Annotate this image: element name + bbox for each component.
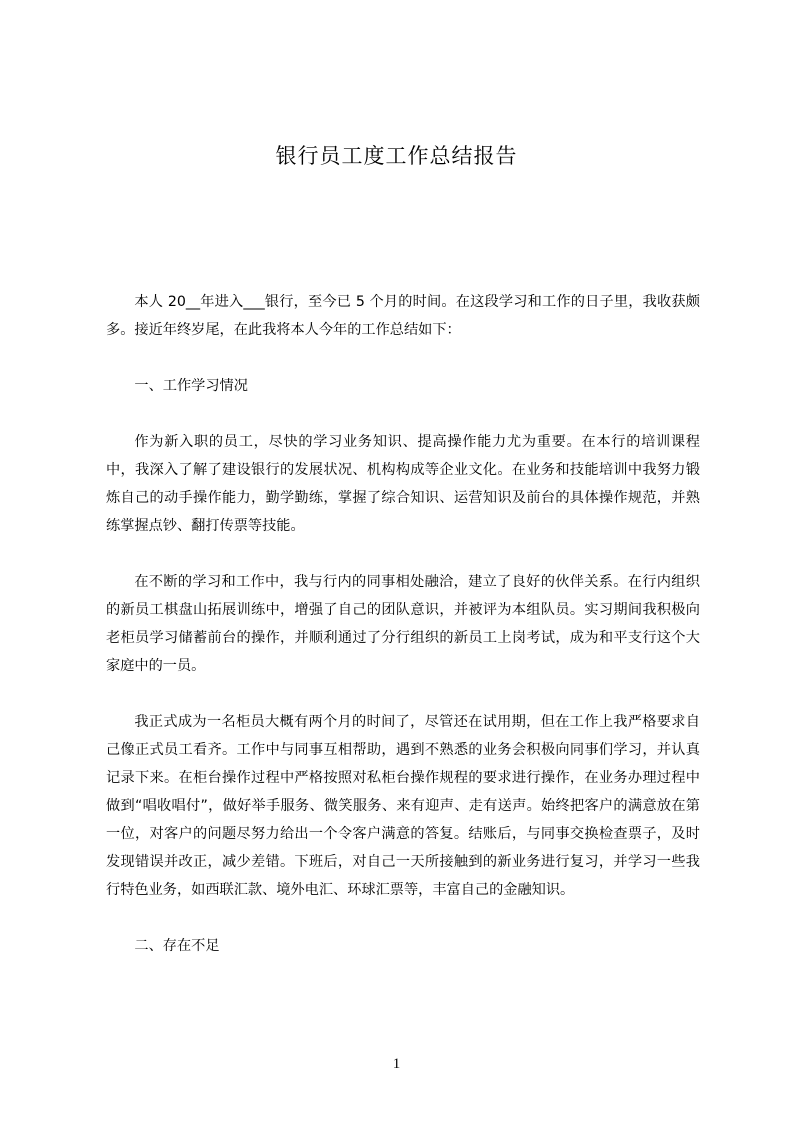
document-body bbox=[106, 288, 700, 988]
paragraph-training: 作为新入职的员工，尽快的学习业务知识、提高操作能力尤为重要。在本行的培训课程中，我深入了解了建设银行的发展状况、机构构成等企业文化。在业务和技能培训中我努力锻炼自己的动手操作能力，勤学勤练，掌握了综合知识、运营知识及前台的具体操作规范，并熟练掌握点钞、翻打传票等技能。 bbox=[106, 434, 700, 534]
section-heading-work-study: 一、工作学习情况 bbox=[134, 378, 248, 394]
paragraph-colleagues: 在不断的学习和工作中，我与行内的同事相处融洽，建立了良好的伙伴关系。在行内组织的新员工棋盘山拓展训练中，增强了自己的团队意识，并被评为本组队员。实习期间我积极向老柜员学习储蓄前台的操作，并顺利通过了分行组织的新员工上岗考试，成为和平支行这个大家庭中的一员。 bbox=[106, 574, 700, 674]
section-heading-shortcomings: 二、存在不足 bbox=[134, 938, 220, 954]
page-number: 1 bbox=[392, 1056, 401, 1072]
intro-paragraph: 本人 20__年进入___银行，至今已 5 个月的时间。在这段学习和工作的日子里，我收获颇多。接近年终岁尾，在此我将本人今年的工作总结如下： bbox=[106, 294, 700, 338]
document-title: 银行员工度工作总结报告 bbox=[275, 144, 518, 168]
paragraph-teller-work: 我正式成为一名柜员大概有两个月的时间了，尽管还在试用期，但在工作上我严格要求自己像正式员工看齐。工作中与同事互相帮助，遇到不熟悉的业务会积极向同事们学习，并认真记录下来。在柜台操作过程中严格按照对私柜台操作规程的要求进行操作，在业务办理过程中做到“唱收唱付”，做好举手服务、微笑服务、来有迎声、走有送声。始终把客户的满意放在第一位，对客户的问题尽努力给出一个令客户满意的答复。结账后，与同事交换检查票子，及时发现错误并改正，减少差错。下班后，对自己一天所接触到的新业务进行复习，并学习一些我行特色业务，如西联汇款、境外电汇、环球汇票等，丰富自己的金融知识。 bbox=[106, 714, 700, 898]
